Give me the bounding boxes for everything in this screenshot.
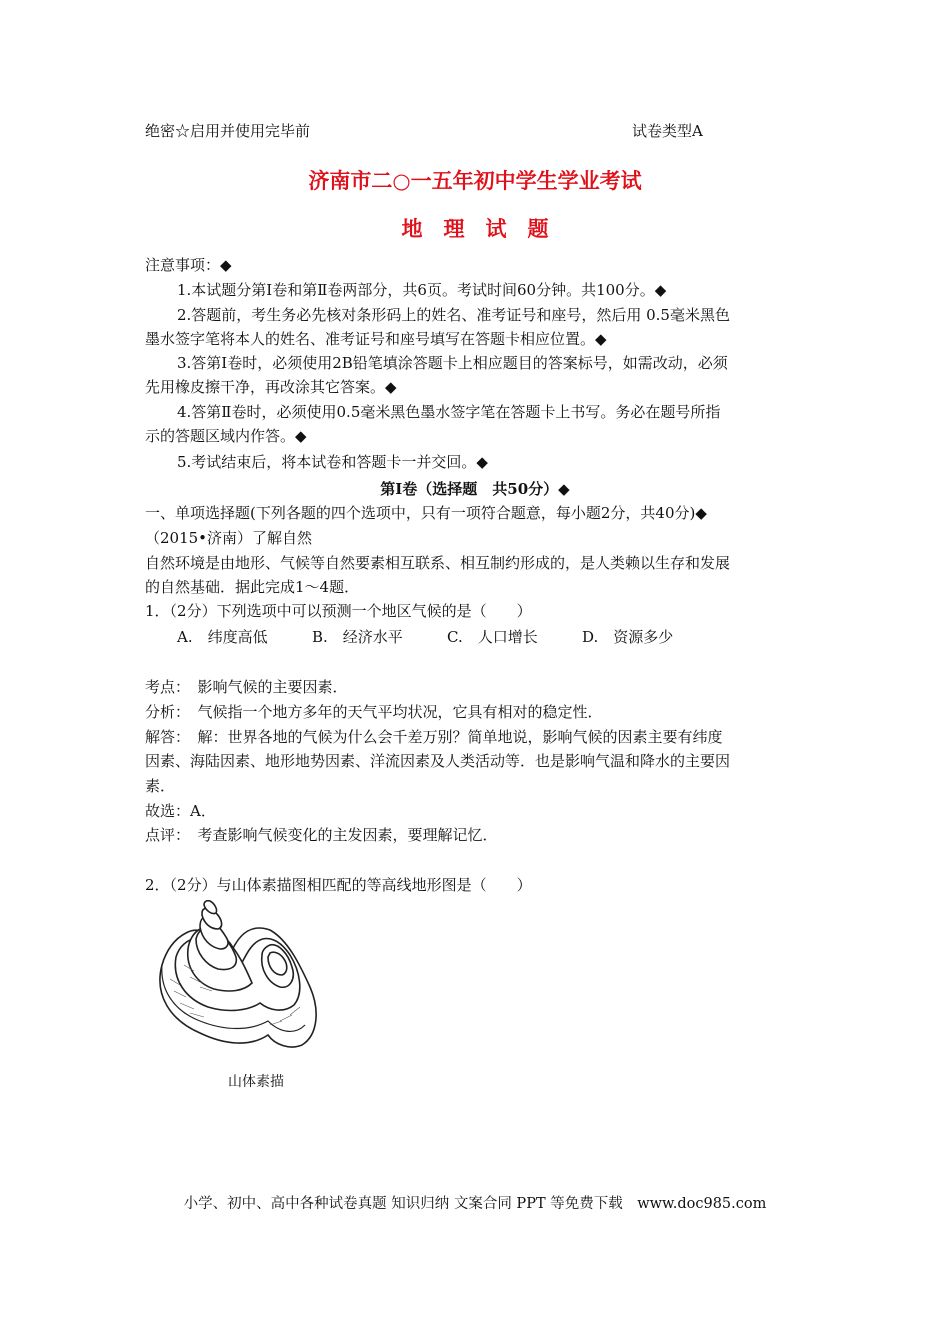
section-instruction: 一、单项选择题(下列各题的四个选项中，只有一项符合题意，每小题2分，共40分)◆: [145, 504, 707, 522]
page-footer: 小学、初中、高中各种试卷真题 知识归纳 文案合同 PPT 等免费下载 www.doc985.com: [183, 1196, 767, 1212]
exam-title: 济南市二○一五年初中学生学业考试: [308, 169, 642, 193]
q2-stem: 2．（2分）与山体素描图相匹配的等高线地形图是（ ）: [145, 876, 532, 894]
q1-kaodian: 考点： 影响气候的主要因素．: [145, 678, 348, 696]
q1-jieda-3: 素．: [145, 777, 176, 795]
question-source: （2015•济南）了解自然: [145, 529, 313, 547]
section-intro-2: 的自然基础．据此完成1～4题．: [145, 578, 360, 596]
q1-options: [177, 626, 673, 648]
notice-heading: 注意事项：◆: [145, 256, 232, 274]
notice-item-3-cont: 先用橡皮擦干净，再改涂其它答案。◆: [145, 378, 397, 396]
q1-option-c: C. 人口增长: [447, 628, 538, 646]
section-title: 第Ⅰ卷（选择题 共50分）◆: [380, 480, 570, 498]
q1-jieda-2: 因素、海陆因素、地形地势因素、洋流因素及人类活动等．也是影响气温和降水的主要因: [145, 752, 731, 770]
exam-subject-title: 地 理 试 题: [401, 217, 549, 241]
notice-item-2-cont: 墨水签字笔将本人的姓名、准考证号和座号填写在答题卡相应位置。◆: [145, 330, 607, 348]
q1-fenxi: 分析： 气候指一个地方多年的天气平均状况，它具有相对的稳定性．: [145, 703, 603, 721]
notice-item-1: 1.本试题分第Ⅰ卷和第Ⅱ卷两部分，共6页。考试时间60分钟。共100分。◆: [177, 281, 667, 299]
q1-jieda-1: 解答： 解：世界各地的气候为什么会千差万别？简单地说，影响气候的因素主要有纬度: [145, 728, 723, 746]
confidential-label: 绝密☆启用并使用完毕前: [145, 122, 311, 140]
notice-item-3: 3.答第Ⅰ卷时，必须使用2B铅笔填涂答题卡上相应题目的答案标号，如需改动，必须: [177, 354, 728, 372]
notice-item-4: 4.答第Ⅱ卷时，必须使用0.5毫米黑色墨水签字笔在答题卡上书写。务必在题号所指: [177, 403, 721, 421]
section-intro-1: 自然环境是由地形、气候等自然要素相互联系、相互制约形成的，是人类赖以生存和发展: [145, 554, 731, 572]
notice-item-2: 2.答题前，考生务必先核对条形码上的姓名、准考证号和座号，然后用 0.5毫米黑色: [177, 306, 730, 324]
mountain-sketch-image: [150, 895, 320, 1060]
notice-item-4-cont: 示的答题区域内作答。◆: [145, 427, 307, 445]
mountain-sketch-caption: 山体素描: [228, 1074, 284, 1090]
q1-answer: 故选：A．: [145, 802, 216, 820]
paper-type-label: 试卷类型A: [632, 122, 703, 140]
q1-option-d: D. 资源多少: [582, 628, 674, 646]
q1-option-b: B. 经济水平: [312, 628, 403, 646]
q1-comment: 点评： 考查影响气候变化的主发因素，要理解记忆．: [145, 826, 498, 844]
q1-stem: 1．（2分）下列选项中可以预测一个地区气候的是（ ）: [145, 602, 532, 620]
q1-option-a: A. 纬度高低: [177, 628, 268, 646]
notice-item-5: 5.考试结束后，将本试卷和答题卡一并交回。◆: [177, 453, 488, 471]
